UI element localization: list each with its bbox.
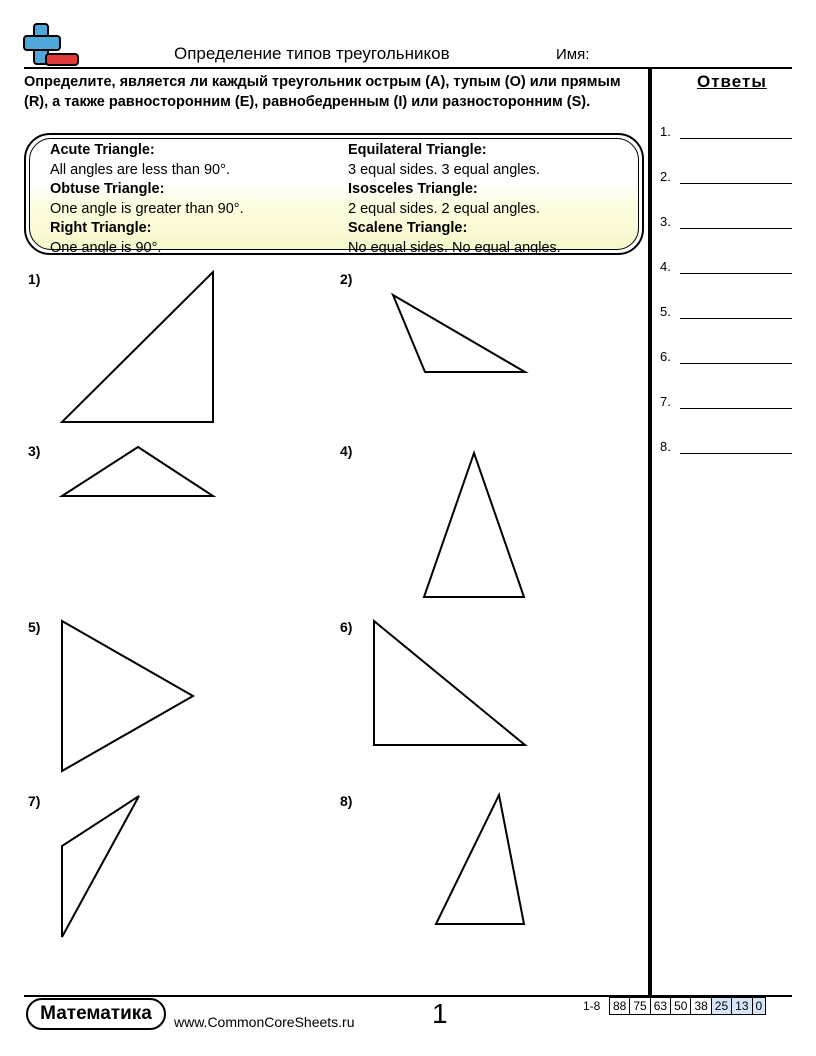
definition-desc: 3 equal sides. 3 equal angles. [348,161,540,178]
problem-number: 4) [340,443,353,459]
triangle-1 [62,272,213,422]
triangle-8 [436,795,524,924]
page-number: 1 [432,998,448,1029]
name-label: Имя: [556,46,590,63]
answer-blank[interactable] [680,363,792,364]
definitions-left [50,141,244,258]
definitions-right [348,141,561,258]
triangle-5 [62,621,193,771]
score-cell: 75 [630,998,650,1015]
logo-plus-minus-icon [22,22,80,68]
definition-term: Right Triangle: [50,220,152,236]
score-cell: 38 [691,998,711,1015]
definition-desc: No equal sides. No equal angles. [348,239,561,256]
definition-desc: 2 equal sides. 2 equal angles. [348,200,540,217]
answer-number: 5. [660,304,671,319]
answer-blank[interactable] [680,228,792,229]
problem-number: 8) [340,793,353,809]
score-cell: 0 [752,998,766,1015]
answer-number: 8. [660,439,671,454]
definition-term: Obtuse Triangle: [50,181,165,197]
score-cell: 50 [671,998,691,1015]
answer-blank[interactable] [680,408,792,409]
score-cell: 13 [732,998,752,1015]
problem-number: 6) [340,619,353,635]
answer-number: 6. [660,349,671,364]
score-table [609,997,766,1015]
definition-term: Acute Triangle: [50,142,155,158]
problem-number: 7) [28,793,41,809]
answers-title: Ответы [697,72,767,91]
score-cell: 25 [711,998,731,1015]
score-cell: 63 [650,998,670,1015]
answer-blank[interactable] [680,183,792,184]
triangle-3 [62,447,213,496]
definition-desc: All angles are less than 90°. [50,161,230,178]
answer-column-divider [648,68,652,995]
top-rule [24,67,792,69]
site-url: www.CommonCoreSheets.ru [174,1014,355,1030]
answer-number: 4. [660,259,671,274]
definition-desc: One angle is greater than 90°. [50,200,244,217]
triangle-4 [424,453,524,597]
triangle-6 [374,621,525,745]
score-range: 1-8 [583,999,601,1013]
worksheet-title: Определение типов треугольников [174,44,450,63]
score-cell: 88 [610,998,630,1015]
answer-blank[interactable] [680,273,792,274]
definition-term: Equilateral Triangle: [348,142,487,158]
problem-number: 5) [28,619,41,635]
definition-desc: One angle is 90°. [50,239,162,256]
instructions: Определите, является ли каждый треугольник острым (A), тупым (O) или прямым (R), а также равносторонним (E), равнобедренным (I) или разносторонним (S). [24,74,621,110]
triangle-2 [393,295,525,372]
answer-blank[interactable] [680,318,792,319]
brand-badge: Математика [26,998,166,1030]
problem-number: 2) [340,271,353,287]
answer-number: 7. [660,394,671,409]
answer-blank[interactable] [680,453,792,454]
definition-term: Scalene Triangle: [348,220,468,236]
answer-number: 2. [660,169,671,184]
problem-number: 1) [28,271,41,287]
answer-number: 3. [660,214,671,229]
answer-blank[interactable] [680,138,792,139]
problem-number: 3) [28,443,41,459]
definition-term: Isosceles Triangle: [348,181,478,197]
answer-number: 1. [660,124,671,139]
triangle-7 [62,796,139,937]
definitions-box [24,133,644,255]
